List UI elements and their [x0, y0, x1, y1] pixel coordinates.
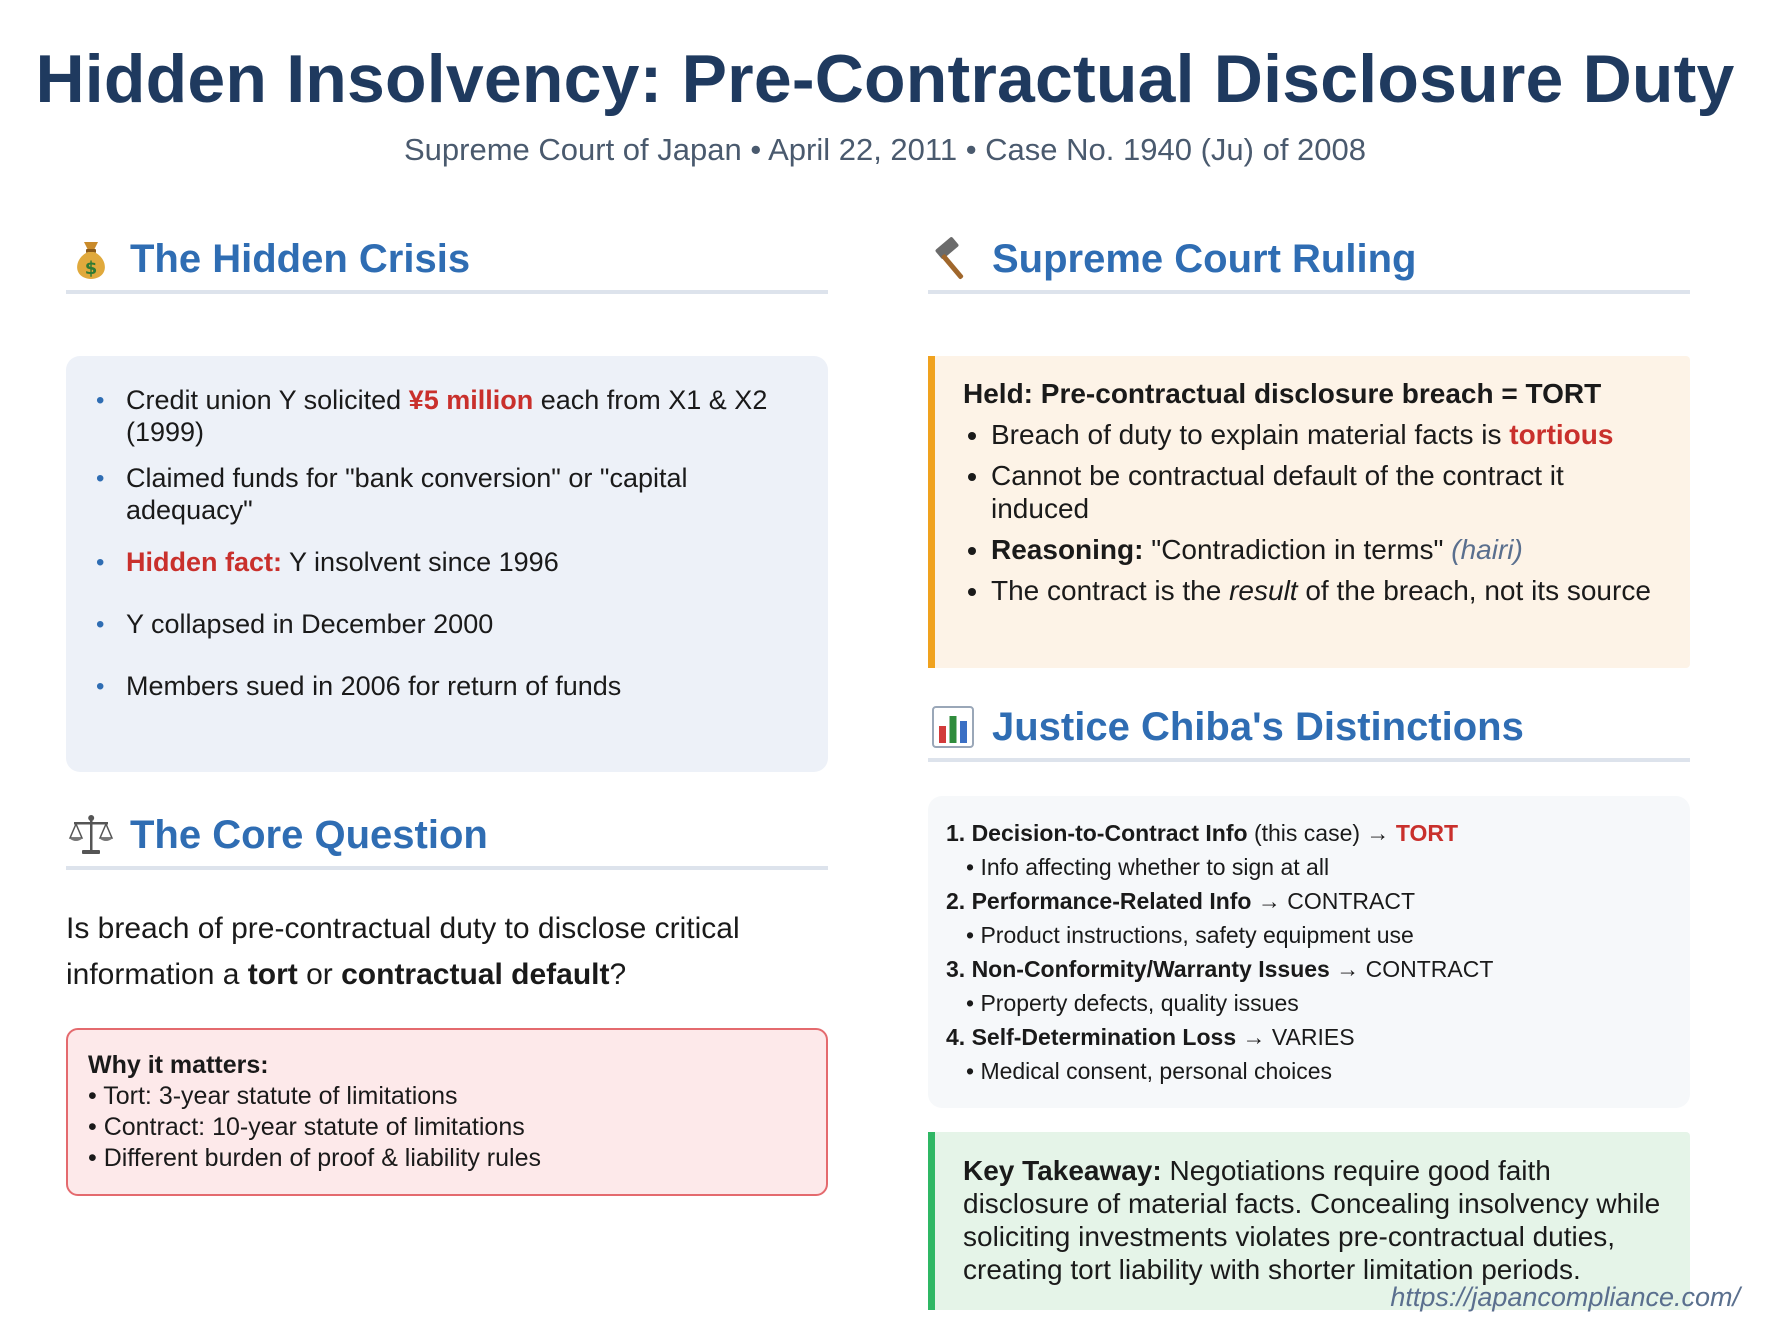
list-item: • The contract is the result of the breach, not its source	[991, 574, 1660, 607]
chiba-heading	[928, 696, 1690, 762]
why-item: • Different burden of proof & liability rules	[88, 1144, 541, 1172]
page-title: Hidden Insolvency: Pre-Contractual Disclosure Duty	[35, 41, 1735, 117]
crisis-card	[66, 356, 828, 772]
distinctions-card	[928, 796, 1690, 1108]
bar-chart-icon	[928, 702, 978, 752]
list-item: • Cannot be contractual default of the contract it induced	[991, 459, 1660, 525]
list-item: • Members sued in 2006 for return of funds	[96, 670, 798, 702]
held-statement: Held: Pre-contractual disclosure breach = TORT	[963, 378, 1602, 409]
distinction-sub: • Product instructions, safety equipment use	[966, 922, 1414, 948]
list-item: • Claimed funds for "bank conversion" or "capital adequacy"	[96, 462, 798, 526]
ruling-heading	[928, 228, 1690, 294]
list-item: • Hidden fact: Y insolvent since 1996	[96, 546, 798, 578]
ruling-card	[928, 356, 1690, 668]
core-question-text: Is breach of pre-contractual duty to disclose critical information a tort or contractual default?	[66, 912, 740, 991]
list-item: • Reasoning: "Contradiction in terms" (hairi)	[991, 533, 1660, 566]
page-subtitle: Supreme Court of Japan • April 22, 2011 • Case No. 1940 (Ju) of 2008	[403, 132, 1367, 167]
core-question-title: The Core Question	[130, 812, 488, 857]
why-it-matters-box	[66, 1028, 828, 1196]
ruling-title: Supreme Court Ruling	[992, 236, 1417, 281]
distinction-item: 4. Self-Determination Loss → VARIES	[946, 1024, 1355, 1050]
takeaway-text: Negotiations require good faith disclosure of material facts. Concealing insolvency while soliciting investments violates pre-contractual duties, creating tort liability with shorter limitation periods.	[963, 1155, 1661, 1285]
distinction-item: 3. Non-Conformity/Warranty Issues → CONTRACT	[946, 956, 1494, 982]
hidden-fact-label: Hidden fact:	[126, 547, 283, 577]
hidden-crisis-heading	[66, 228, 828, 294]
why-title: Why it matters:	[88, 1051, 269, 1079]
tortious-highlight: tortious	[1509, 419, 1614, 450]
amount-highlight: ¥5 million	[408, 385, 534, 415]
why-item: • Tort: 3-year statute of limitations	[88, 1082, 458, 1110]
distinction-item: 2. Performance-Related Info → CONTRACT	[946, 888, 1416, 914]
distinction-sub: • Info affecting whether to sign at all	[966, 854, 1330, 880]
chiba-title: Justice Chiba's Distinctions	[992, 704, 1524, 749]
list-item: • Breach of duty to explain material facts is tortious	[991, 418, 1660, 451]
distinction-sub: • Property defects, quality issues	[966, 990, 1299, 1016]
list-item: • Y collapsed in December 2000	[96, 608, 798, 640]
takeaway-label: Key Takeaway:	[963, 1155, 1162, 1186]
source-url[interactable]: https://japancompliance.com/	[1390, 1282, 1740, 1312]
list-item: • Credit union Y solicited ¥5 million each from X1 & X2 (1999)	[96, 384, 798, 448]
scales-icon	[66, 810, 116, 860]
crisis-list	[96, 384, 798, 702]
hidden-crisis-title: The Hidden Crisis	[130, 236, 471, 281]
why-item: • Contract: 10-year statute of limitations	[88, 1113, 525, 1141]
core-question-heading	[66, 804, 828, 870]
svg-text:$: $	[84, 258, 98, 279]
distinction-item: 1. Decision-to-Contract Info (this case) → TORT	[946, 820, 1459, 846]
money-bag-icon	[66, 234, 116, 284]
distinction-sub: • Medical consent, personal choices	[966, 1058, 1333, 1084]
hammer-icon	[928, 234, 978, 284]
ruling-list	[963, 418, 1660, 607]
